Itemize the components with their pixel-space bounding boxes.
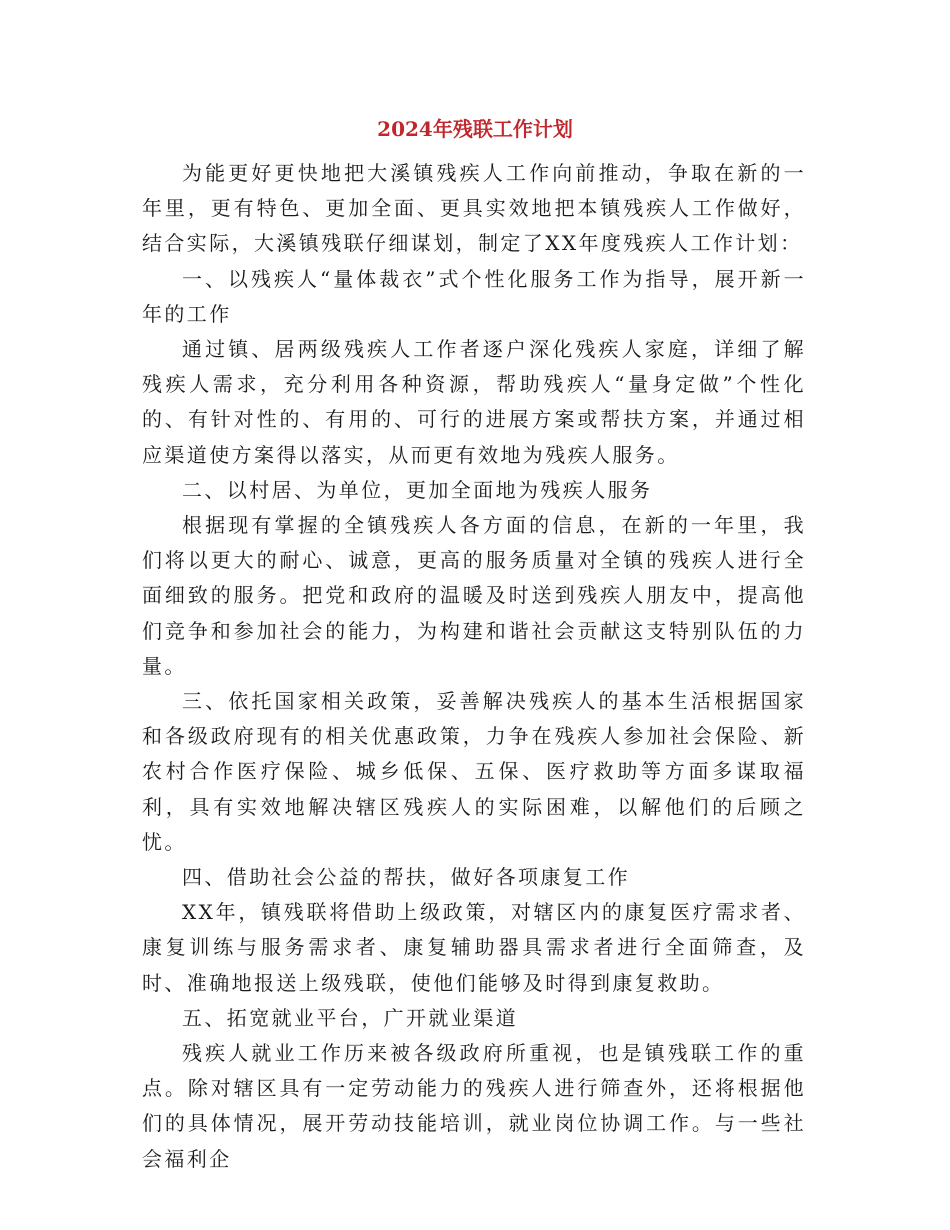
paragraph-section-3: 三、依托国家相关政策，妥善解决残疾人的基本生活根据国家和各级政府现有的相关优惠政策，力争在残疾人参加社会保险、新农村合作医疗保险、城乡低保、五保、医疗救助等方面多谋取福利，具有实效地解决辖区残疾人的实际困难，以解他们的后顾之忧。 <box>142 689 806 854</box>
paragraph-section-1: 通过镇、居两级残疾人工作者逐户深化残疾人家庭，详细了解残疾人需求，充分利用各种资源，帮助残疾人“量身定做”个性化的、有针对性的、有用的、可行的进展方案或帮扶方案，并通过相应渠道使方案得以落实，从而更有效地为残疾人服务。 <box>142 337 806 467</box>
section-heading-5: 五、拓宽就业平台，广开就业渠道 <box>182 1005 518 1030</box>
paragraph-section-2: 根据现有掌握的全镇残疾人各方面的信息，在新的一年里，我们将以更大的耐心、诚意，更高的服务质量对全镇的残疾人进行全面细致的服务。把党和政府的温暖及时送到残疾人朋友中，提高他们竞争和参加社会的能力，为构建和谐社会贡献这支特别队伍的力量。 <box>142 513 806 678</box>
section-heading-4: 四、借助社会公益的帮扶，做好各项康复工作 <box>182 865 630 890</box>
section-heading-1: 一、以残疾人“量体裁衣”式个性化服务工作为指导，展开新一年的工作 <box>142 266 806 326</box>
paragraph-section-4: XX年，镇残联将借助上级政策，对辖区内的康复医疗需求者、康复训练与服务需求者、康复辅助器具需求者进行全面筛查，及时、准确地报送上级残联，使他们能够及时得到康复救助。 <box>142 900 806 995</box>
document-body <box>142 156 806 1177</box>
document-title: 2024年残联工作计划 <box>377 117 573 141</box>
paragraph-section-5: 残疾人就业工作历来被各级政府所重视，也是镇残联工作的重点。除对辖区具有一定劳动能力的残疾人进行筛查外，还将根据他们的具体情况，展开劳动技能培训，就业岗位协调工作。与一些社会福利企 <box>142 1041 806 1171</box>
section-heading-2: 二、以村居、为单位，更加全面地为残疾人服务 <box>182 477 653 502</box>
paragraph-intro: 为能更好更快地把大溪镇残疾人工作向前推动，争取在新的一年里，更有特色、更加全面、更具实效地把本镇残疾人工作做好，结合实际，大溪镇残联仔细谋划，制定了XX年度残疾人工作计划： <box>142 161 806 256</box>
